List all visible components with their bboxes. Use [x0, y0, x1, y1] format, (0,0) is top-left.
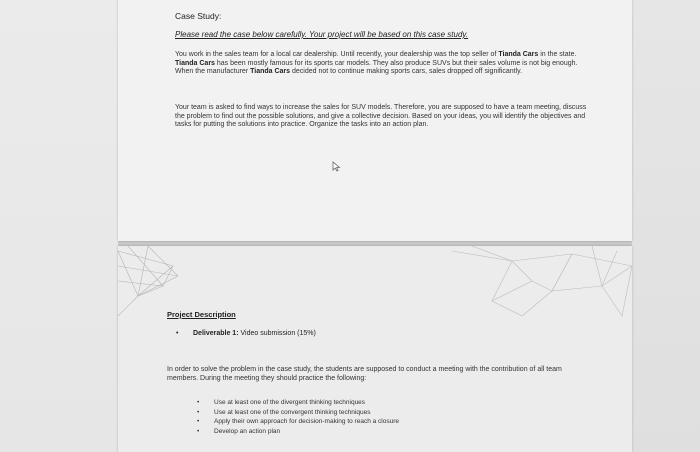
bullet-icon: •: [197, 399, 200, 406]
case-paragraph-1: You work in the sales team for a local car dealership. Until recently, your dealership was the top seller of Tianda Cars in the state. Tianda Cars has been mostly famous for its sports car models. They also produce SUVs but their sales volume is not big enough. When the manufacturer Tianda Cars decided not to continue making sports cars, sales dropped off significantly.: [175, 51, 578, 76]
case-study-instruction: Please read the case below carefully. Your project will be based on this case study.: [175, 30, 469, 39]
right-margin: [632, 0, 700, 452]
list-item: • Use at least one of the convergent thinking techniques: [197, 408, 371, 416]
left-margin: [0, 0, 118, 452]
list-item: • Apply their own approach for decision-making to reach a closure: [197, 418, 399, 426]
project-paragraph: In order to solve the problem in the case study, the students are supposed to conduct a meeting with the contribution of all team members. During the meeting they should practice the following:: [167, 366, 562, 382]
mouse-cursor-icon: [332, 161, 341, 174]
project-description-title: Project Description: [167, 310, 236, 319]
deliverable-line: • Deliverable 1: Video submission (15%): [176, 330, 316, 337]
document-page-2: [118, 246, 632, 452]
document-page-1: [118, 0, 632, 241]
bullet-icon: •: [176, 330, 179, 337]
case-paragraph-2: Your team is asked to find ways to increase the sales for SUV models. Therefore, you are supposed to have a team meeting, discuss the problem to find out the possible solutions, and give a collective decision. Based on your ideas, you will identify the objectives and tasks for putting the solutions into practice. Organize the tasks into an action plan.: [175, 104, 587, 129]
bullet-icon: •: [197, 427, 200, 435]
case-study-title: Case Study:: [175, 11, 222, 21]
bullet-icon: •: [197, 408, 200, 416]
bullet-icon: •: [197, 418, 200, 426]
list-item: • Develop an action plan: [197, 427, 281, 435]
requirements-list: [197, 398, 399, 436]
list-item: • Use at least one of the divergent thinking techniques: [197, 399, 366, 406]
geometric-decoration-right: [452, 246, 632, 326]
